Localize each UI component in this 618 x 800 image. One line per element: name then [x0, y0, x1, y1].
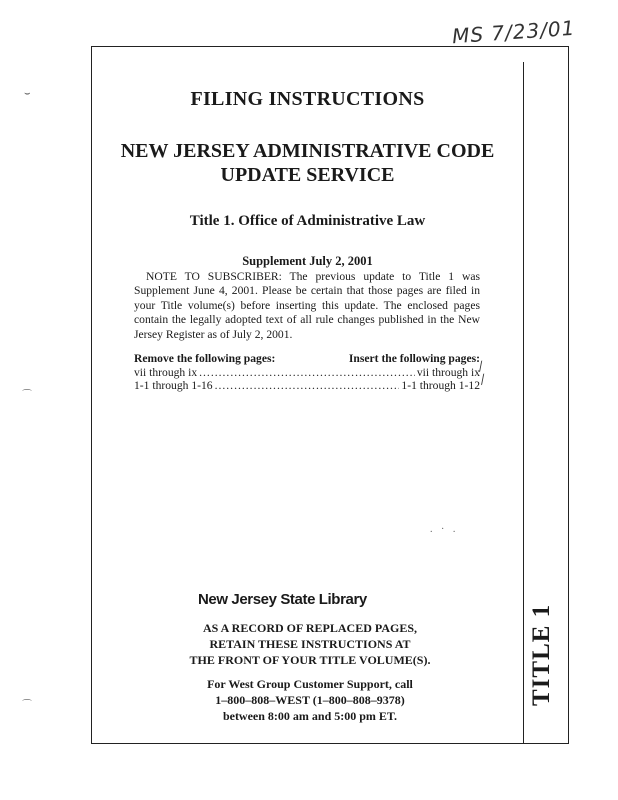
support-line1: For West Group Customer Support, call [207, 677, 413, 691]
code-title-line1: NEW JERSEY ADMINISTRATIVE CODE [120, 140, 495, 162]
insert-range: 1-1 through 1-12 [401, 379, 480, 392]
tab-label: TITLE 1 [528, 603, 555, 706]
pages-table-header [134, 352, 480, 365]
handwritten-initials-date: MS 7/23/01 [451, 15, 577, 49]
table-row [134, 379, 480, 392]
record-instruction-line3: THE FRONT OF YOUR TITLE VOLUME(S). [189, 653, 431, 667]
scan-speck: . · . [430, 524, 459, 535]
tab-divider-line [523, 62, 524, 744]
subscriber-note [134, 270, 480, 342]
dot-leader [199, 366, 415, 379]
code-title-line2: UPDATE SERVICE [220, 164, 395, 186]
remove-range: 1-1 through 1-16 [134, 379, 213, 392]
insert-pages-header: Insert the following pages: [348, 352, 480, 365]
library-stamp: New Jersey State Library [198, 591, 367, 608]
margin-punch-mark-middle: ⌒ [22, 390, 32, 401]
margin-punch-mark-top: ⌣ [24, 88, 31, 99]
record-instruction-line2: RETAIN THESE INSTRUCTIONS AT [209, 637, 411, 651]
table-row [134, 366, 480, 379]
support-hours: between 8:00 am and 5:00 pm ET. [222, 709, 398, 723]
checkmark-icon: ⁄ [477, 360, 485, 375]
dot-leader [215, 379, 400, 392]
subscriber-note-text: NOTE TO SUBSCRIBER: The previous update to Title 1 was Supplement June 4, 2001. Please be certain that those pages are filed in your Title volume(s) before inserting this update. The enclosed pages contain the legally adopted text of all rule changes published in the New Jersey Register as of July 2, 2001. [134, 270, 480, 341]
margin-punch-mark-bottom: ⌒ [22, 700, 32, 711]
supplement-date: Supplement July 2, 2001 [242, 254, 373, 268]
checkmark-icon: ⁄ [479, 373, 487, 388]
insert-range: vii through ix [416, 366, 480, 379]
title-subject: Title 1. Office of Administrative Law [189, 213, 426, 229]
record-instruction-line1: AS A RECORD OF REPLACED PAGES, [202, 621, 418, 635]
tab-label-wrapper [525, 603, 561, 710]
remove-pages-header: Remove the following pages: [134, 352, 276, 365]
remove-range: vii through ix [134, 366, 198, 379]
support-phone: 1–800–808–WEST (1–800–808–9378) [215, 693, 405, 707]
page-title: FILING INSTRUCTIONS [190, 88, 425, 110]
